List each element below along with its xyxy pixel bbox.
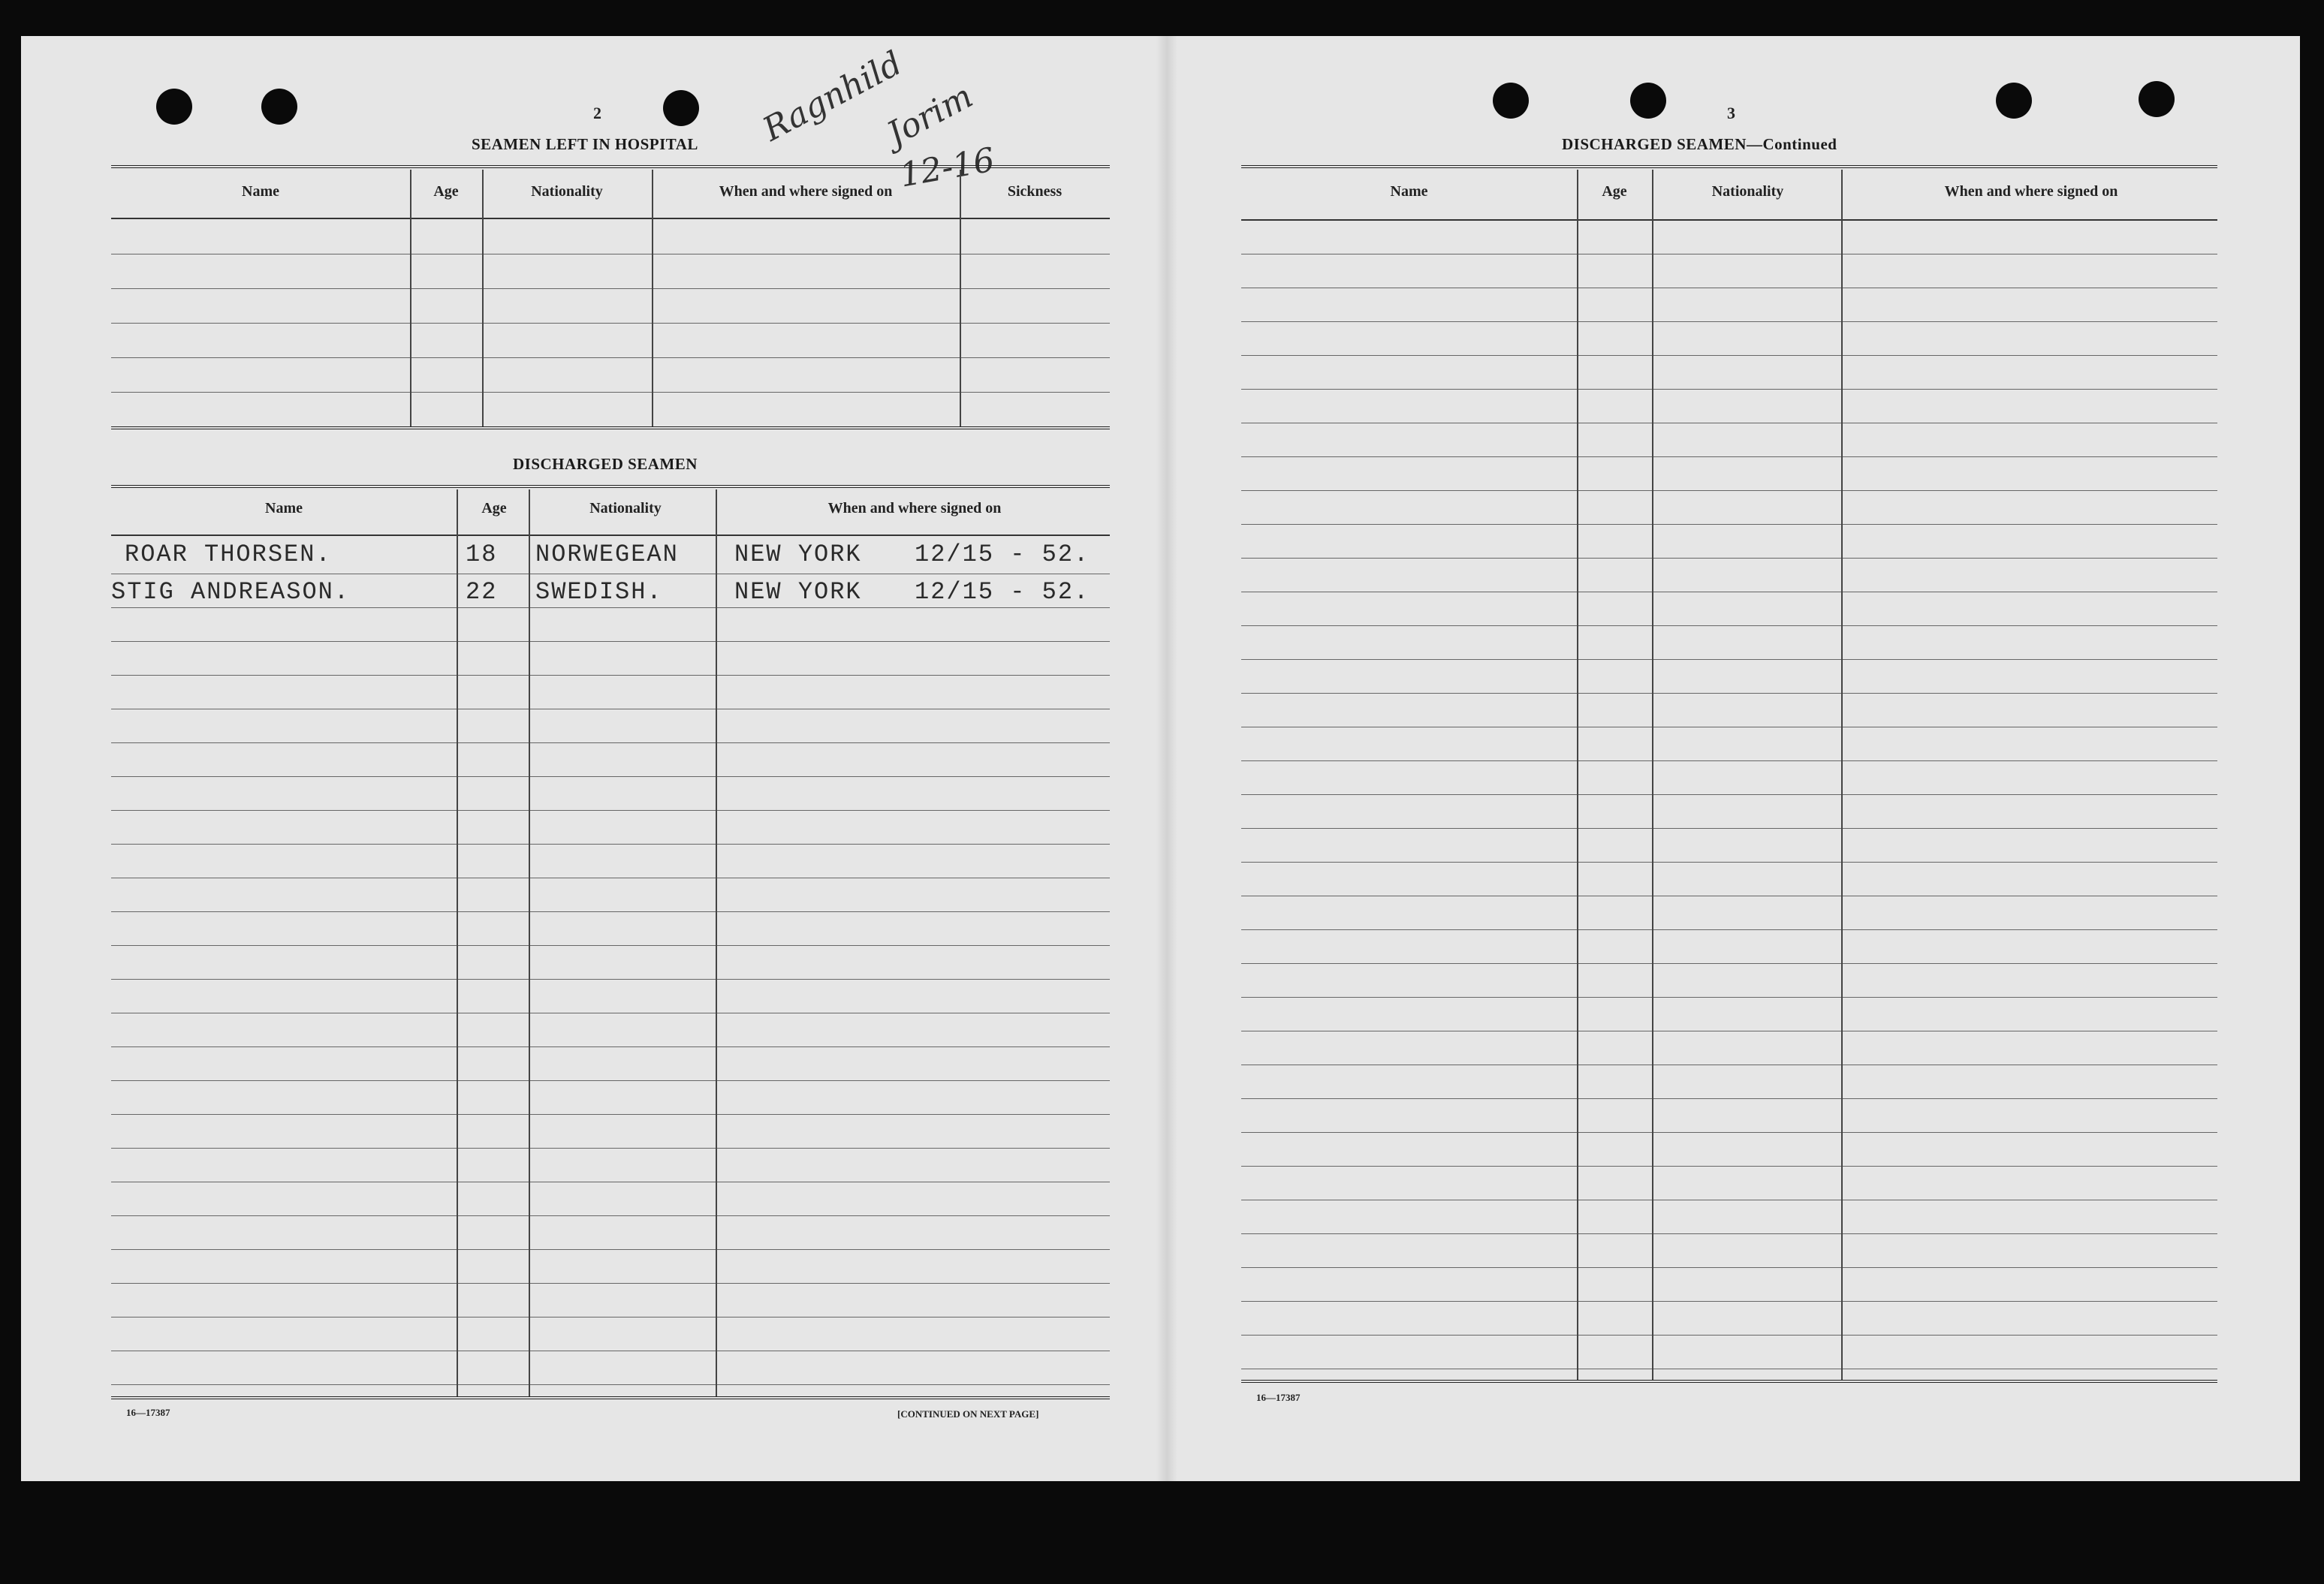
col-header-name: Name	[242, 183, 279, 200]
page-number: 3	[1727, 104, 1735, 122]
row-line	[1241, 760, 2217, 761]
row-line	[111, 742, 1110, 743]
col-divider	[1841, 170, 1843, 1380]
row-line	[111, 1080, 1110, 1081]
table-top-rule	[1241, 165, 2217, 168]
header-rule	[1241, 219, 2217, 221]
row-line	[111, 911, 1110, 912]
punch-hole	[1996, 83, 2032, 119]
table-bottom-rule	[111, 1396, 1110, 1399]
col-header-name: Name	[1390, 183, 1428, 200]
row-line	[1241, 1132, 2217, 1133]
row-line	[111, 1046, 1110, 1047]
page-number: 2	[593, 104, 601, 122]
row-line	[111, 1215, 1110, 1216]
seaman-nationality: NORWEGEAN	[535, 541, 679, 568]
table-top-rule	[111, 485, 1110, 488]
col-divider	[482, 170, 484, 426]
row-line	[1241, 997, 2217, 998]
row-line	[111, 1114, 1110, 1115]
seaman-age: 18	[466, 541, 498, 568]
row-line	[111, 675, 1110, 676]
row-line	[111, 1148, 1110, 1149]
row-line	[111, 945, 1110, 946]
left-page	[21, 36, 1159, 1481]
signed-on-date: 12/15 - 52.	[915, 541, 1090, 568]
col-header-name: Name	[265, 500, 303, 516]
row-line	[111, 776, 1110, 777]
col-header-signed-on: When and where signed on	[719, 183, 893, 200]
row-line	[111, 1384, 1110, 1385]
continued-note: [CONTINUED ON NEXT PAGE]	[897, 1408, 1039, 1420]
row-line	[1241, 558, 2217, 559]
row-line	[111, 810, 1110, 811]
col-divider	[1577, 170, 1578, 1380]
row-line	[1241, 693, 2217, 694]
row-line	[1241, 456, 2217, 457]
row-line	[1241, 490, 2217, 491]
discharged-section-title: DISCHARGED SEAMEN	[513, 455, 698, 473]
punch-hole	[1630, 83, 1666, 119]
seaman-name: STIG ANDREASON.	[111, 578, 351, 606]
handwritten-ship-name: Ragnhild	[756, 44, 909, 149]
row-line	[111, 1249, 1110, 1250]
row-line	[1241, 659, 2217, 660]
row-line	[1241, 862, 2217, 863]
hospital-section-title: SEAMEN LEFT IN HOSPITAL	[472, 135, 698, 153]
col-divider	[652, 170, 653, 426]
col-divider	[410, 170, 411, 426]
row-line	[1241, 321, 2217, 322]
col-header-age: Age	[1602, 183, 1627, 200]
row-line	[1241, 794, 2217, 795]
seaman-age: 22	[466, 578, 498, 606]
punch-hole	[2139, 81, 2175, 117]
punch-hole	[156, 89, 192, 125]
table-bottom-rule	[1241, 1380, 2217, 1383]
form-number: 16—17387	[1256, 1392, 1301, 1403]
signed-on-place: NEW YORK	[734, 578, 862, 606]
row-line	[111, 979, 1110, 980]
handwritten-date: 12-16	[897, 140, 998, 195]
discharged-continued-title: DISCHARGED SEAMEN—Continued	[1562, 135, 1837, 153]
col-header-age: Age	[481, 500, 507, 516]
row-line	[1241, 929, 2217, 930]
handwritten-note: Jorim	[881, 77, 979, 154]
col-divider	[960, 170, 961, 426]
col-header-signed-on: When and where signed on	[1944, 183, 2118, 200]
row-line	[1241, 355, 2217, 356]
row-line	[1241, 389, 2217, 390]
col-header-nationality: Nationality	[589, 500, 662, 516]
col-header-sickness: Sickness	[1007, 183, 1063, 200]
form-number: 16—17387	[126, 1407, 170, 1418]
row-line	[111, 1283, 1110, 1284]
row-line	[111, 641, 1110, 642]
row-line	[1241, 1335, 2217, 1336]
row-line	[1241, 1166, 2217, 1167]
col-divider	[1652, 170, 1653, 1380]
col-divider	[457, 489, 458, 1396]
right-page	[1177, 36, 2300, 1481]
row-line	[111, 844, 1110, 845]
col-divider	[529, 489, 530, 1396]
signed-on-place: NEW YORK	[734, 541, 862, 568]
seaman-name: ROAR THORSEN.	[125, 541, 332, 568]
row-line	[1241, 625, 2217, 626]
row-line	[111, 607, 1110, 608]
punch-hole	[663, 90, 699, 126]
signed-on-date: 12/15 - 52.	[915, 578, 1090, 606]
scanned-document	[21, 36, 2300, 1481]
col-header-signed-on: When and where signed on	[827, 500, 1002, 516]
col-header-nationality: Nationality	[531, 183, 603, 200]
row-line	[1241, 524, 2217, 525]
page-fold	[1156, 36, 1177, 1481]
col-divider	[716, 489, 717, 1396]
row-line	[1241, 963, 2217, 964]
row-line	[1241, 1098, 2217, 1099]
header-rule	[111, 535, 1110, 536]
punch-hole	[261, 89, 297, 125]
row-line	[1241, 1267, 2217, 1268]
punch-hole	[1493, 83, 1529, 119]
table-bottom-rule	[111, 426, 1110, 429]
seaman-nationality: SWEDISH.	[535, 578, 663, 606]
table-top-rule	[111, 165, 1110, 168]
col-header-age: Age	[433, 183, 459, 200]
row-line	[1241, 1233, 2217, 1234]
row-line	[1241, 1301, 2217, 1302]
row-line	[1241, 828, 2217, 829]
col-header-nationality: Nationality	[1711, 183, 1784, 200]
